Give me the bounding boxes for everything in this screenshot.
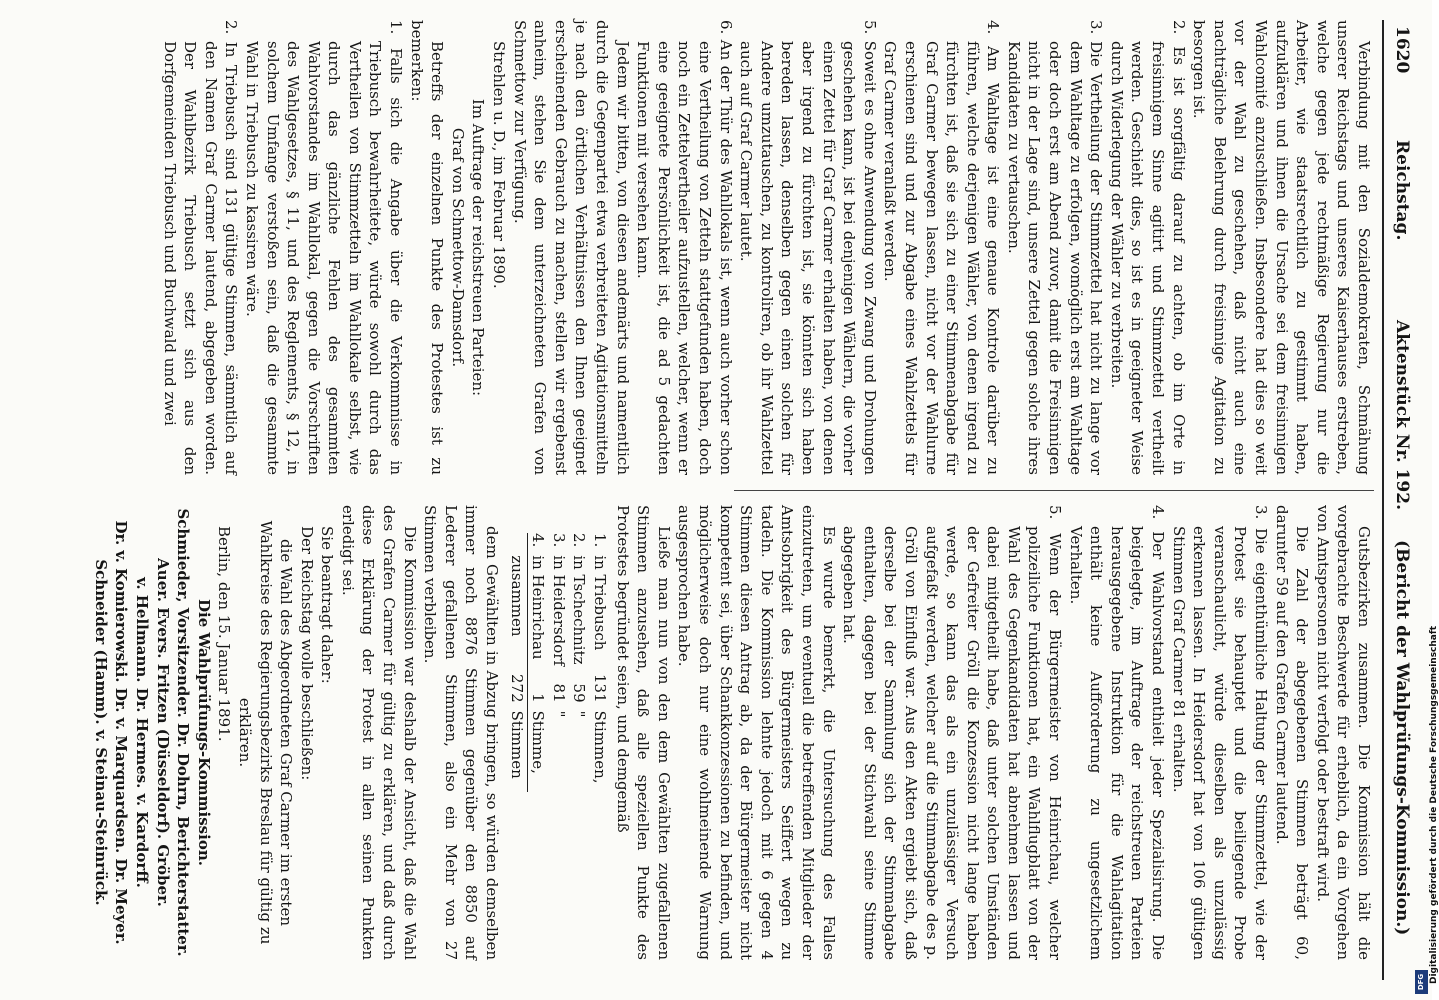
table-cell	[506, 533, 527, 555]
list-item	[159, 20, 241, 475]
list-item	[839, 505, 1066, 960]
list-item	[1003, 20, 1106, 475]
table-cell: Stimmen,	[591, 710, 610, 784]
list-item	[1168, 505, 1271, 960]
commission-title: Die Wahlprüfungs-Kommission.	[194, 599, 213, 866]
item-text: Am Wahltage ist eine genaue Kontrole darüber zu führen, welche derjenigen Wähler, von denen irgend zu fürchten ist, daß sie sich zu einer Stimmenabgabe für Graf Carmer bewegen lassen, nicht vor der Wahlurne erschienen sind und zur Abgabe eines Wahlzettels für Graf Carmer veranlaßt werden.	[881, 41, 1003, 475]
item-text: Wenn der Bürgermeister von Heinrichau, welcher polizeiliche Funktionen hat, ein Wahlflugblatt von der Wahl des Gegenkandidaten hat abnehmen lassen und dabei mitgetheilt habe, daß unter solchen Umständen der Gefreiter Gröll die Konzession nicht lange haben werde, so kann das als ein unzulässiger Versuch aufgefaßt werden, welcher auf die Stimmabgabe des p. Gröll von Einfluß war. Aus den Akten ergiebt sich, daß derselbe bei der Sammlung sich der Stimmabgabe enthalten, dagegen bei der Stichwahl seine Stimme abgegeben hat.	[840, 526, 1065, 960]
table-row	[548, 533, 569, 792]
paragraph: Gutsbezirken zusammen. Die Kommission hält die vorgebrachte Beschwerde für erheblich, da ein Vorgehen von Amtspersonen nicht verfolgt oder bestraft wird.	[1313, 505, 1373, 960]
motion-line: Der Reichstag wolle beschließen:	[297, 526, 316, 781]
table-cell: 81	[549, 683, 568, 703]
item-text: Die eigenthümliche Haltung der Stimmzettel, wie der Protest sie behauptet und die beiliegende Probe veranschaulicht, würde dieselben als unzulässig erkennen lassen. In Heidersdorf hat von 106 gültigen Stimmen Graf Carmer 81 erhalten.	[1169, 526, 1271, 960]
table-cell: 1.	[591, 533, 610, 548]
table-row	[527, 533, 548, 792]
table-cell: in Triebusch	[591, 555, 610, 651]
motion-intro: Sie beantragt daher:	[318, 526, 337, 684]
table-cell: 1	[529, 693, 548, 703]
table-cell: 3.	[549, 533, 568, 548]
paragraph: Jedem wir bitten, von diesen andemärts und namentlich durch die Gegenpartei etwa verbreiteten Agitationsmitteln je nach den örtlichen Verhältnissen den Ihnen geeignet erscheinenden Gebrauch zu machen, stellen wir ergebenst anheim, stehen Sie dem unterzeichneten Grafen von Schmettow zur Verfügung.	[510, 20, 632, 475]
list-item	[241, 20, 406, 475]
table-cell: 4.	[529, 533, 548, 548]
item-text: Es ist sorgfältig darauf zu achten, ob im Orte in freisinnigem Sinne agitirt und Stimmzettel vertheilt werden. Geschieht dies, so ist es in geeigneter Weise durch Widerlegung der Wähler zu verbreiten.	[1107, 41, 1188, 475]
item-number: 3.	[1252, 505, 1271, 520]
members-line: Auer. Evers. Fritzen (Düsseldorf). Gröber.	[153, 558, 172, 907]
table-cell: 131	[591, 674, 610, 703]
paragraph: Ließe man nun von den dem Gewählten zugefallenen Stimmen anzusehen, daß alle speziellen Punkte des Protestes begründet seien, und demgemäß	[613, 505, 673, 960]
paragraph: dem Gewählten in Abzug bringen, so würden demselben immer noch 8876 Stimmen gegenüber den 8850 auf Lederer gefallenen Stimmen, also ein Mehr von 27 Stimmen verbleiben.	[421, 505, 502, 960]
paragraph: Es wurde bemerkt, die Untersuchung des Falles einzutreten, um eventuell die betreffenden Mitglieder der Amtsobrigkeit des Bürgermeisters Seiffert wegen zu tadeln. Die Kommission lehnte jedoch mit 6 gegen 4 Stimmen diesen Antrag ab, da der Bürgermeister nicht kompetent sei, über Schankkonzessionen zu befinden, und möglicherweise doch nur eine wohlmeinende Warnung ausgesprochen habe.	[675, 505, 838, 960]
item-text: In Triebusch sind 131 gültige Stimmen, sämmtlich auf den Namen Graf Carmer lautend, abgegeben worden. Der Wahlbezirk Triebusch setzt sich aus den Dorfgemeinden Triebusch und Buchwald und zwei	[160, 41, 241, 475]
date-line: Berlin, den 15. Januar 1891.	[215, 526, 234, 742]
header-right: (Bericht der Wahlprüfungs-Kommission.)	[1392, 540, 1412, 936]
item-number: 6.	[716, 20, 735, 35]
paragraph: Verbindung mit den Sozialdemokraten, Schmähung unserer Reichstags und unseres Kaiserhauses erstreben, welche gegen jede rechtmäßige Regierung nur die Arbeiter, wie staatsrechtlich zu gestimmt haben, aufzuklären und ihnen die Ursache sei dem freisinnigen Wahlcomité anzuschließen. Insbesondere hat dies so weit vor der Wahl zu geschehen, daß nicht auch eine nachträgliche Belehrung durch freisinnige Agitation zu besorgen ist.	[1190, 20, 1373, 475]
right-column	[90, 505, 1374, 960]
table-cell: in Heinrichau	[529, 555, 548, 660]
left-column	[159, 20, 1374, 475]
table-cell: 272	[506, 674, 527, 711]
item-text: Soweit es ohne Anwendung von Zwang und Drohungen geschehen kann, ist bei denjenigen Wählern, die vorher einen Zettel für Graf Carmer erhalten haben, von denen aber irgend zu fürchten ist, sie könnten sich haben bereden lassen, denselben gegen einen solchen für Andere umzutauschen, zu kontroliren, ob ihr Wahlzettel auch auf Graf Carmer lautet.	[737, 40, 879, 475]
members-line: v. Hellmann. Dr. Hermes. v. Kardorff.	[132, 577, 151, 888]
list-item	[1065, 505, 1168, 960]
motion-text: die Wahl des Abgeordneten Graf Carmer im ersten Wahlkreise des Regierungsbezirks Breslau für gültig zu erklären.	[235, 520, 296, 945]
item-text: Falls sich die Angabe über die Verkommnisse in Triebusch bewahrheitete, würde sowohl durch das Vertheilen von Stimmzetteln im Wahllokale selbst, wie durch das gänzliche Fehlen des gesammten Wahlvorstandes im Wahllokal, gegen die Vorschriften des Wahlgesetzes, § 11, und des Reglements, § 12, in solchem Umfange verstoßen sein, daß die gesammte Wahl in Triebusch zu kassiren wäre.	[242, 41, 406, 475]
item-number: 4.	[1149, 505, 1168, 520]
item-text: Der Wahlvorstand enthielt jeder Spezialisirung. Die beigelegte, im Auftrage der reichstreuen Parteien herausgegebene Instruktion für die Wahlagitation enthält keine Aufforderung zu ungesetzlichem Verhalten.	[1066, 526, 1168, 960]
members-line: Dr. v. Komierowski. Dr. v. Marquardsen. Dr. Meyer.	[112, 520, 131, 945]
list-item	[880, 20, 1004, 475]
signer: Graf von Schmettow-Damsdorf.	[448, 127, 467, 368]
item-number: 4.	[984, 20, 1003, 35]
page-number: 1620	[1392, 26, 1412, 74]
table-cell: in Tschechnitz	[570, 555, 589, 665]
members-line: Schmieder, Vorsitzender. Dr. Dohrn, Berichterstatter.	[174, 508, 193, 957]
item-text: Die Vertheilung der Stimmzettel hat nicht zu lange vor dem Wahltage zu erfolgen, womöglich erst am Wahltage oder doch erst am Abend zuvor, damit die Freisinnigen nicht in der Lage sind, unsere Zettel gegen solche ihres Kandidaten zu vertauschen.	[1004, 41, 1106, 475]
table-row	[589, 533, 610, 792]
section-title: Betreffs der einzelnen Punkte des Protestes ist zu bemerken:	[407, 20, 447, 475]
running-header	[1384, 20, 1414, 980]
list-item	[633, 20, 736, 475]
table-row	[569, 533, 590, 792]
logo-text: DFG	[1417, 973, 1426, 991]
table-cell: zusammen	[506, 555, 527, 674]
on-behalf: Im Auftrage der reichstreuen Parteien:	[469, 98, 488, 397]
item-number: 2.	[222, 20, 241, 35]
table-cell: 59	[570, 683, 589, 703]
item-text: An der Thür des Wahllokals ist, wenn auch vorher schon eine Vertheilung von Zetteln stattgefunden haben, doch noch ein Zettelvertheiler aufzustellen, welcher, wenn er eine geeignete Persönlichkeit ist, die ad 5 gedachten Funktionen mit versehen kann.	[634, 39, 735, 475]
table-cell: in Heidersdorf	[549, 555, 568, 666]
header-rule	[1382, 20, 1384, 980]
digitization-note: Digitalisierung gefördert durch die Deutsche Forschungsgemeinschaft	[1429, 625, 1439, 984]
item-number: 3.	[1087, 20, 1106, 35]
table-cell: "	[570, 710, 589, 718]
item-number: 2.	[1169, 20, 1188, 35]
table-cell: 2.	[570, 533, 589, 548]
dfg-logo-icon	[1415, 970, 1428, 994]
item-number: 5.	[860, 20, 879, 35]
dateline: Strehlen u. D., im Februar 1890.	[490, 41, 509, 289]
header-center: Aktenstück Nr. 192.	[1392, 320, 1412, 511]
paragraph: Die Kommission war deshalb der Ansicht, daß die Wahl des Grafen Carmer für gültig zu erklären, und daß durch diese Erklärung der Protest in allen seinen Punkten erledigt sei.	[338, 505, 419, 960]
document-page	[24, 20, 1414, 980]
item-number: 5.	[1046, 505, 1065, 520]
table-cell: "	[549, 710, 568, 718]
members-line: Schneider (Hamm). v. Steinau-Steinrück.	[91, 559, 110, 906]
table-cell: Stimme,	[529, 710, 548, 774]
table-total-row	[506, 533, 527, 792]
item-number: 1.	[387, 20, 406, 35]
column-divider	[734, 490, 1374, 491]
list-item	[736, 20, 880, 475]
header-left: Reichstag.	[1392, 140, 1412, 241]
paragraph: Die Zahl der abgegebenen Stimmen beträgt 60, darunter 59 auf den Grafen Carmer lautend.	[1272, 505, 1312, 960]
list-item	[1106, 20, 1188, 475]
table-cell: Stimmen	[506, 711, 527, 792]
votes-table	[506, 533, 610, 792]
